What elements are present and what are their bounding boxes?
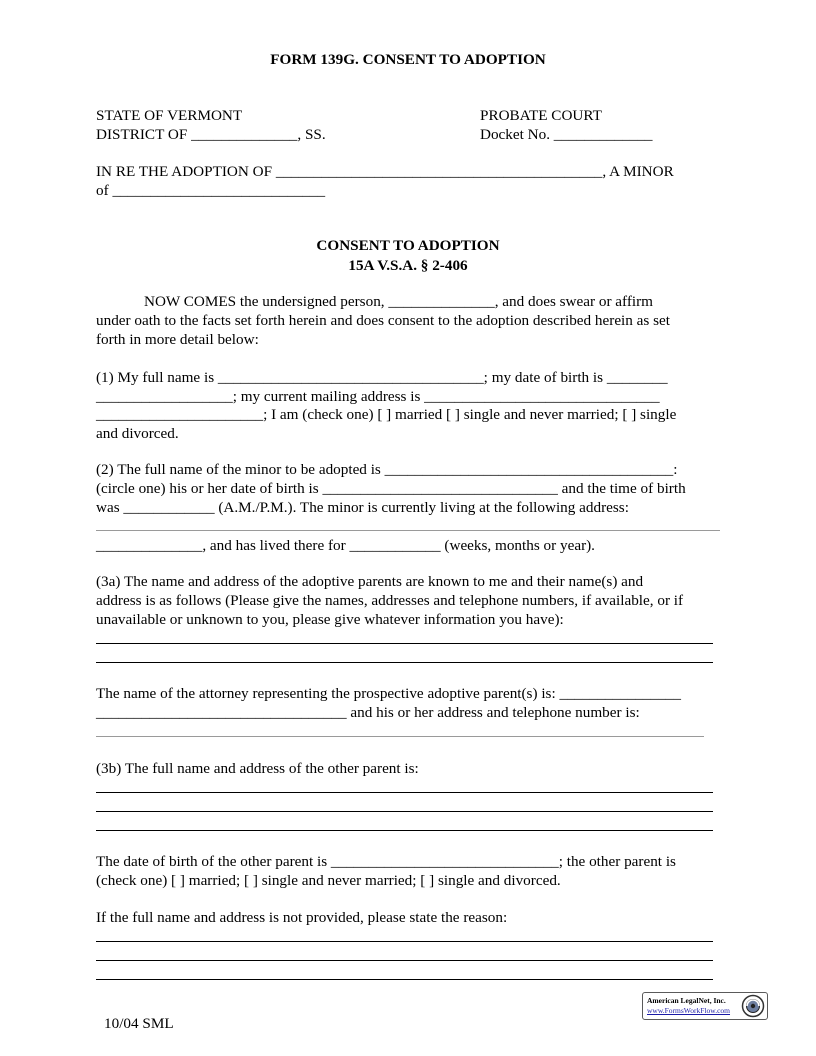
section1-line: and divorced.	[96, 425, 179, 442]
section3b-label: (3b) The full name and address of the other parent is:	[96, 760, 419, 777]
other-parent-line: (check one) [ ] married; [ ] single and never married; [ ] single and divorced.	[96, 872, 561, 889]
globe-icon	[741, 994, 765, 1018]
section3a-line: unavailable or unknown to you, please give whatever information you have):	[96, 611, 564, 628]
blank-line	[96, 941, 713, 942]
statute-reference: 15A V.S.A. § 2-406	[348, 257, 468, 274]
reason-prompt: If the full name and address is not provided, please state the reason:	[96, 909, 508, 926]
address-blank-line	[96, 530, 720, 531]
section1-line: __________________; my current mailing address is _______________________________	[96, 388, 660, 405]
blank-line	[96, 811, 713, 812]
in-re-line: IN RE THE ADOPTION OF ___________________________________________, A MINOR	[96, 163, 674, 180]
form-code: 10/04 SML	[104, 1015, 174, 1032]
attorney-line: _________________________________ and his or her address and telephone number is:	[96, 704, 640, 721]
district-line: DISTRICT OF ______________, SS.	[96, 126, 326, 143]
form-title: FORM 139G. CONSENT TO ADOPTION	[270, 51, 546, 68]
logo-name: American LegalNet, Inc.	[647, 996, 726, 1005]
section2-line: (2) The full name of the minor to be adopted is ______________________________________:	[96, 461, 678, 478]
intro-line: under oath to the facts set forth herein and does consent to the adoption described herein as set	[96, 312, 670, 329]
section2-line: was ____________ (A.M./P.M.). The minor is currently living at the following address:	[96, 499, 629, 516]
blank-line	[96, 830, 713, 831]
attorney-line: The name of the attorney representing the prospective adoptive parent(s) is: ________________	[96, 685, 681, 702]
blank-line	[96, 736, 704, 737]
blank-line	[96, 960, 713, 961]
state-label: STATE OF VERMONT	[96, 107, 243, 124]
other-parent-line: The date of birth of the other parent is ______________________________; the other parent is	[96, 853, 676, 870]
section2-line: ______________, and has lived there for ____________ (weeks, months or year).	[96, 537, 595, 554]
court-label: PROBATE COURT	[480, 107, 602, 124]
blank-line	[96, 792, 713, 793]
section1-line: ______________________; I am (check one) [ ] married [ ] single and never married; [ ] single	[96, 406, 677, 423]
section3a-line: (3a) The name and address of the adoptive parents are known to me and their name(s) and	[96, 573, 644, 590]
consent-title: CONSENT TO ADOPTION	[316, 237, 500, 254]
logo-url[interactable]: www.FormsWorkFlow.com	[647, 1006, 731, 1015]
section3a-line: address is as follows (Please give the names, addresses and telephone numbers, if available, or if	[96, 592, 684, 609]
docket-line: Docket No. _____________	[480, 126, 653, 143]
section2-line: (circle one) his or her date of birth is _______________________________ and the time of birth	[96, 480, 686, 497]
intro-line: forth in more detail below:	[96, 331, 259, 348]
blank-line	[96, 662, 713, 663]
publisher-logo[interactable]	[642, 992, 768, 1020]
blank-line	[96, 643, 713, 644]
intro-line: NOW COMES the undersigned person, ______________, and does swear or affirm	[144, 293, 653, 310]
in-re-of-line: of ____________________________	[96, 182, 326, 199]
blank-line	[96, 979, 713, 980]
section1-line: (1) My full name is ___________________________________; my date of birth is ________	[96, 369, 668, 386]
